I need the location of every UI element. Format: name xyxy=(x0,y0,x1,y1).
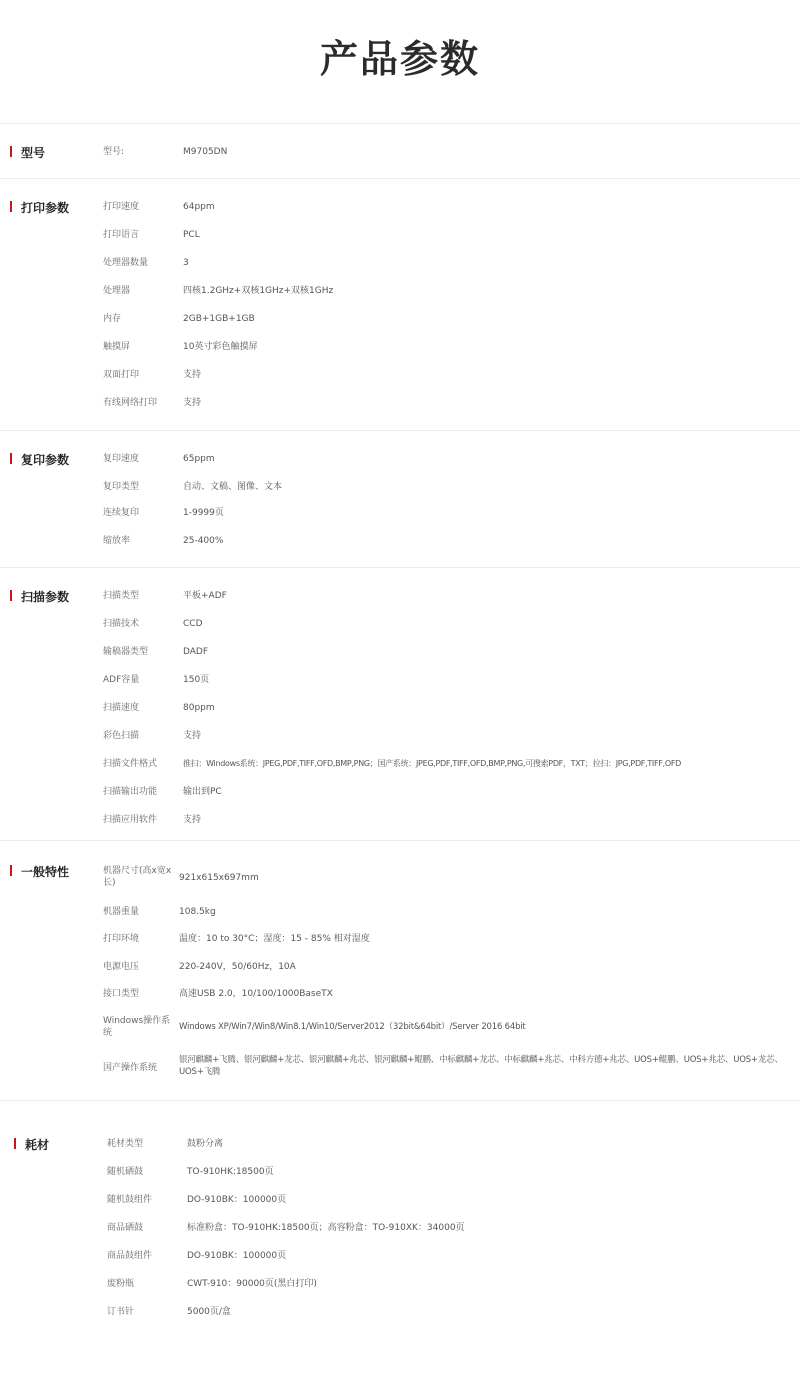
section-title: 耗材 xyxy=(14,1136,49,1153)
spec-value: 标准粉盒：TO-910HK:18500页；高容粉盒：TO-910XK：34000页 xyxy=(187,1223,465,1233)
spec-label: 扫描应用软件 xyxy=(103,815,158,825)
section-title: 复印参数 xyxy=(10,451,69,468)
spec-label: 缩放率 xyxy=(103,536,131,546)
spec-value: DADF xyxy=(183,647,209,657)
spec-value: 鼓粉分离 xyxy=(187,1139,224,1149)
spec-label: 扫描文件格式 xyxy=(103,759,158,769)
spec-value: CCD xyxy=(183,619,203,629)
spec-value: 10英寸彩色触摸屏 xyxy=(183,342,258,352)
spec-label: 型号: xyxy=(103,147,125,157)
spec-label: 订书针 xyxy=(107,1307,135,1317)
section-copy xyxy=(0,430,800,567)
spec-value: M9705DN xyxy=(183,147,228,157)
spec-label: 机器尺寸(高x宽x长) xyxy=(103,866,172,888)
spec-label: 输稿器类型 xyxy=(103,647,149,657)
spec-value: 平板+ADF xyxy=(183,591,227,601)
spec-label: 国产操作系统 xyxy=(103,1063,158,1073)
spec-value: TO-910HK:18500页 xyxy=(187,1167,274,1177)
spec-label: 随机鼓组件 xyxy=(107,1195,153,1205)
spec-label: 电源电压 xyxy=(103,962,140,972)
spec-value: 1-9999页 xyxy=(183,508,224,518)
spec-value: Windows XP/Win7/Win8/Win8.1/Win10/Server2012（32bit&64bit）/Server 2016 64bit xyxy=(179,1022,526,1032)
spec-label: 耗材类型 xyxy=(107,1139,144,1149)
spec-value: 2GB+1GB+1GB xyxy=(183,314,255,324)
spec-value: 推扫：Windows系统：JPEG,PDF,TIFF,OFD,BMP,PNG；国产系统：JPEG,PDF,TIFF,OFD,BMP,PNG,可搜索PDF，TXT；拉扫：JPG,PDF,TIFF,OFD xyxy=(183,759,681,768)
spec-label: 商品硒鼓 xyxy=(107,1223,144,1233)
spec-label: 内存 xyxy=(103,314,122,324)
spec-label: 随机硒鼓 xyxy=(107,1167,144,1177)
section-title: 一般特性 xyxy=(10,863,69,880)
spec-label: 打印环境 xyxy=(103,934,140,944)
spec-label: 扫描技术 xyxy=(103,619,140,629)
spec-label: 扫描速度 xyxy=(103,703,140,713)
page-title: 产品参数 xyxy=(319,37,480,81)
spec-value: 自动、文稿、图像、文本 xyxy=(183,482,283,492)
section-scan xyxy=(0,567,800,840)
spec-value: 108.5kg xyxy=(179,907,216,917)
spec-value: 80ppm xyxy=(183,703,215,713)
spec-value: 支持 xyxy=(183,398,202,408)
spec-value: 65ppm xyxy=(183,454,215,464)
spec-label: 扫描输出功能 xyxy=(103,787,158,797)
spec-label: 扫描类型 xyxy=(103,591,140,601)
spec-value: 25-400% xyxy=(183,536,224,546)
spec-label: 双面打印 xyxy=(103,370,140,380)
spec-value: 支持 xyxy=(183,370,202,380)
spec-value: PCL xyxy=(183,230,200,240)
spec-label: 复印类型 xyxy=(103,482,140,492)
spec-label: 处理器数量 xyxy=(103,258,149,268)
spec-label: 机器重量 xyxy=(103,907,140,917)
spec-value: 四核1.2GHz+双核1GHz+双核1GHz xyxy=(183,286,334,296)
spec-value: 输出到PC xyxy=(183,787,222,797)
spec-value: 支持 xyxy=(183,815,202,825)
spec-value: 64ppm xyxy=(183,202,215,212)
section-title: 扫描参数 xyxy=(10,588,69,605)
spec-label: 处理器 xyxy=(103,286,131,296)
spec-value: 3 xyxy=(183,258,189,268)
section-model xyxy=(0,123,800,178)
spec-value: DO-910BK：100000页 xyxy=(187,1251,287,1261)
spec-value: 5000页/盒 xyxy=(187,1307,231,1317)
section-print xyxy=(0,178,800,430)
spec-label: ADF容量 xyxy=(103,675,140,685)
spec-label: 打印语言 xyxy=(103,230,140,240)
spec-value: DO-910BK：100000页 xyxy=(187,1195,287,1205)
spec-value: 921x615x697mm xyxy=(179,873,259,883)
spec-label: 有线网络打印 xyxy=(103,398,158,408)
spec-label: 商品鼓组件 xyxy=(107,1251,153,1261)
spec-label: Windows操作系统 xyxy=(103,1016,171,1038)
spec-value: CWT-910：90000页(黑白打印) xyxy=(187,1279,317,1289)
spec-label: 彩色扫描 xyxy=(103,731,140,741)
section-consumables xyxy=(0,1100,800,1340)
spec-value: 150页 xyxy=(183,675,210,685)
spec-label: 打印速度 xyxy=(103,202,140,212)
spec-value: 支持 xyxy=(183,731,202,741)
section-title: 型号 xyxy=(10,144,45,161)
spec-value: 高速USB 2.0，10/100/1000BaseTX xyxy=(179,989,333,999)
spec-label: 废粉瓶 xyxy=(107,1279,135,1289)
spec-value: 银河麒麟+飞腾、银河麒麟+龙芯、银河麒麟+兆芯、银河麒麟+鲲鹏、中标麒麟+龙芯、中标麒麟+兆芯、中科方德+兆芯、UOS+鲲鹏、UOS+兆芯、UOS+龙芯、UOS+飞腾 xyxy=(179,1055,783,1077)
spec-label: 触摸屏 xyxy=(103,342,131,352)
section-title: 打印参数 xyxy=(10,199,69,216)
spec-value: 220-240V，50/60Hz，10A xyxy=(179,962,296,972)
spec-label: 接口类型 xyxy=(103,989,140,999)
spec-label: 复印速度 xyxy=(103,454,140,464)
section-general xyxy=(0,840,800,1100)
spec-value: 温度：10 to 30°C；湿度：15 - 85% 相对湿度 xyxy=(179,934,370,944)
spec-label: 连续复印 xyxy=(103,508,140,518)
